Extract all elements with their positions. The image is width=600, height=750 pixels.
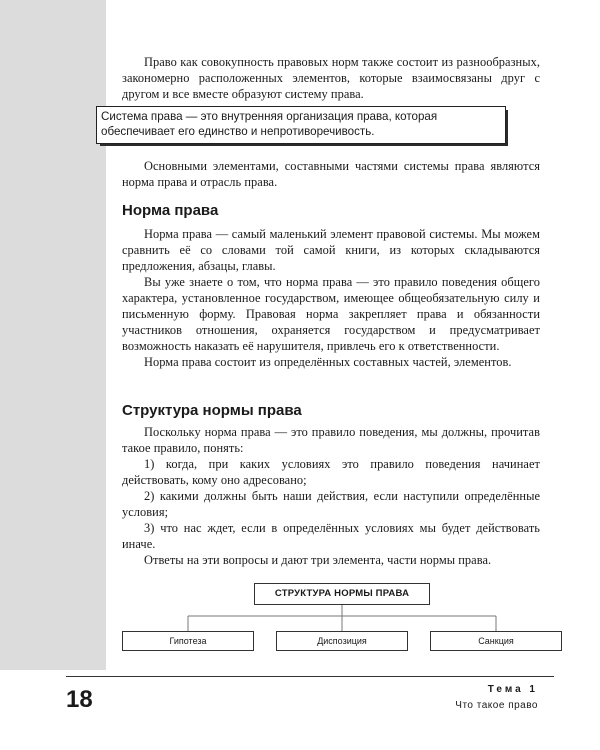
definition-callout [96,106,510,150]
structure-paragraph-1: Поскольку норма права — это правило поведения, мы должны, прочитав такое правило, понять: [122,425,540,455]
structure-item-2: 2) какими должны быть наши действия, если наступили определённые условия; [122,489,540,519]
definition-line-2: обеспечивает его единство и непротиворечивость. [101,125,375,138]
diagram-item-disposition: Диспозиция [276,631,408,651]
norm-paragraph-1: Норма права — самый маленький элемент правовой системы. Мы можем сравнить её со словами той самой книги, из которых складываются предложения, абзацы, главы. [122,227,540,273]
topic-title: Что такое право [455,700,538,711]
left-margin-band [0,0,106,670]
structure-item-1: 1) когда, при каких условиях это правило поведения начинает действовать, кому оно адресовано; [122,457,540,487]
structure-conclusion: Ответы на эти вопросы и дают три элемента, части нормы права. [144,553,492,567]
diagram-title-box: СТРУКТУРА НОРМЫ ПРАВА [254,583,430,605]
elements-paragraph: Основными элементами, составными частями системы права являются норма права и отрасль права. [122,159,540,189]
diagram-item-hypothesis: Гипотеза [122,631,254,651]
structure-item-3: 3) что нас ждет, если в определённых условиях мы будет действовать иначе. [122,521,540,551]
section-heading-norm: Норма права [122,202,219,219]
intro-paragraph: Право как совокупность правовых норм также состоит из разнообразных, закономерно расположенных элементов, которые взаимосвязаны друг с другом и все вместе образуют систему права. [122,55,540,101]
norm-paragraph-2: Вы уже знаете о том, что норма права — это правило поведения общего характера, установленное государством, имеющее общеобязательную силу и письменную форму. Правовая норма закрепляет права и обязанности участников отношения, охраняется государством и предусматривает возможность наказать её нарушителя, привлечь его к ответственности. [122,275,540,353]
definition-box [96,106,506,144]
page-number: 18 [66,686,93,713]
section-heading-structure: Структура нормы права [122,402,302,419]
diagram-item-sanction: Санкция [430,631,562,651]
topic-label: Тема 1 [487,684,538,695]
footer-rule [66,676,554,677]
norm-paragraph-3: Норма права состоит из определённых составных частей, элементов. [144,355,512,369]
definition-line-1: Система права — это внутренняя организация права, которая [101,110,438,123]
